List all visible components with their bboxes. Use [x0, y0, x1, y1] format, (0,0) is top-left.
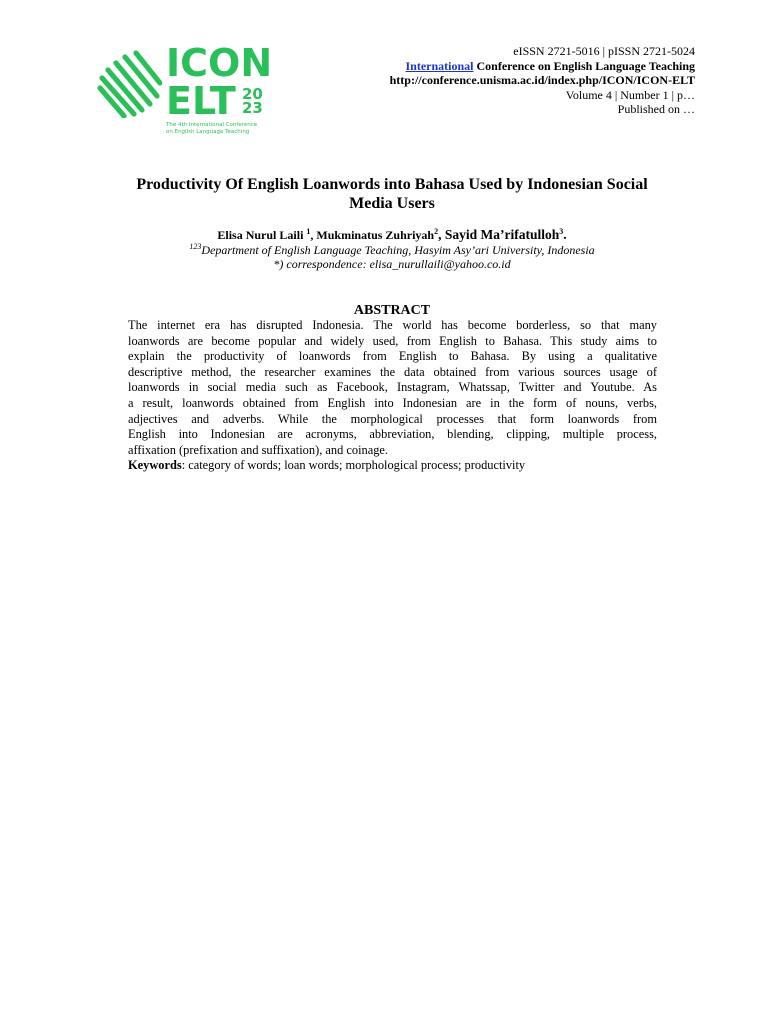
- abstract-line: English into Indonesian are acronyms, abbreviation, blending, clipping, multiple process,: [128, 427, 657, 442]
- conference-url: http://conference.unisma.ac.id/index.php/ICON/ICON-ELT: [389, 73, 695, 87]
- logo-year: [242, 87, 266, 115]
- logo-year-top: 20: [242, 85, 263, 103]
- logo-word-elt: ELT: [166, 79, 236, 123]
- logo-tagline-line1: The 4th International Conference: [166, 122, 258, 128]
- title-line-1: Productivity Of English Loanwords into Bahasa Used by Indonesian Social: [136, 176, 648, 193]
- abstract-line: The internet era has disrupted Indonesia. The world has become borderless, so that many: [128, 318, 657, 332]
- title-line-2: Media Users: [349, 195, 435, 212]
- affiliation-text: Department of English Language Teaching, Hasyim Asy’ari University, Indonesia: [201, 242, 595, 257]
- author-3-sup: 3: [559, 227, 564, 236]
- international-link[interactable]: International: [405, 58, 474, 73]
- keywords: [128, 458, 657, 474]
- author-end: .: [563, 227, 567, 242]
- conference-name: Conference on English Language Teaching: [473, 58, 695, 73]
- affiliation-sup: 123: [189, 241, 202, 251]
- issn-line: eISSN 2721-5016 | pISSN 2721-5024: [513, 44, 695, 58]
- abstract-line: adjectives and adverbs. While the morphological processes that form loanwords from: [128, 411, 657, 426]
- author-3: , Sayid Ma’rifatulloh: [438, 227, 560, 242]
- abstract-line: explain the productivity of loanwords from English to Bahasa. By using a qualitative: [128, 349, 657, 364]
- abstract-heading: ABSTRACT: [353, 303, 431, 318]
- affiliation: [92, 243, 692, 258]
- abstract-body: [128, 318, 657, 458]
- logo-tagline-line2: on English Language Teaching: [166, 128, 250, 135]
- abstract-line: a result, loanwords obtained from English into Indonesian are in the form of nouns, verbs,: [128, 395, 657, 410]
- author-names: [92, 228, 692, 243]
- conference-logo: [96, 41, 276, 138]
- keywords-label: Keywords: [128, 458, 182, 472]
- abstract-line: loanwords are become popular and widely used, from English to Bahasa. This study aims to: [128, 333, 657, 348]
- author-1: Elisa Nurul Laili: [217, 228, 307, 242]
- author-1-sup: 1: [306, 227, 311, 236]
- keywords-text: : category of words; loan words; morphological process; productivity: [181, 458, 526, 472]
- published-line: Published on …: [617, 102, 695, 116]
- icon-elt-logo-mark: [96, 48, 162, 118]
- journal-header: [390, 44, 695, 117]
- abstract-line: descriptive method, the researcher examines the data obtained from various sources usage of: [128, 364, 657, 379]
- conference-line: [390, 59, 695, 74]
- volume-line: Volume 4 | Number 1 | p…: [565, 87, 695, 102]
- abstract-line: loanwords in social media such as Facebook, Instagram, Whatssap, Twitter and Youtube. As: [128, 380, 657, 395]
- correspondence: *) correspondence: elisa_nurullaili@yahoo.co.id: [273, 257, 511, 271]
- author-2: , Mukminatus Zuhriyah: [310, 228, 435, 242]
- logo-year-bottom: 23: [242, 99, 263, 117]
- abstract-line: affixation (prefixation and suffixation), and coinage.: [128, 442, 389, 457]
- logo-word-icon: ICON: [166, 41, 273, 85]
- logo-tagline: [166, 122, 276, 135]
- paper-title: [92, 175, 692, 213]
- author-2-sup: 2: [434, 227, 439, 236]
- author-block: [92, 228, 692, 272]
